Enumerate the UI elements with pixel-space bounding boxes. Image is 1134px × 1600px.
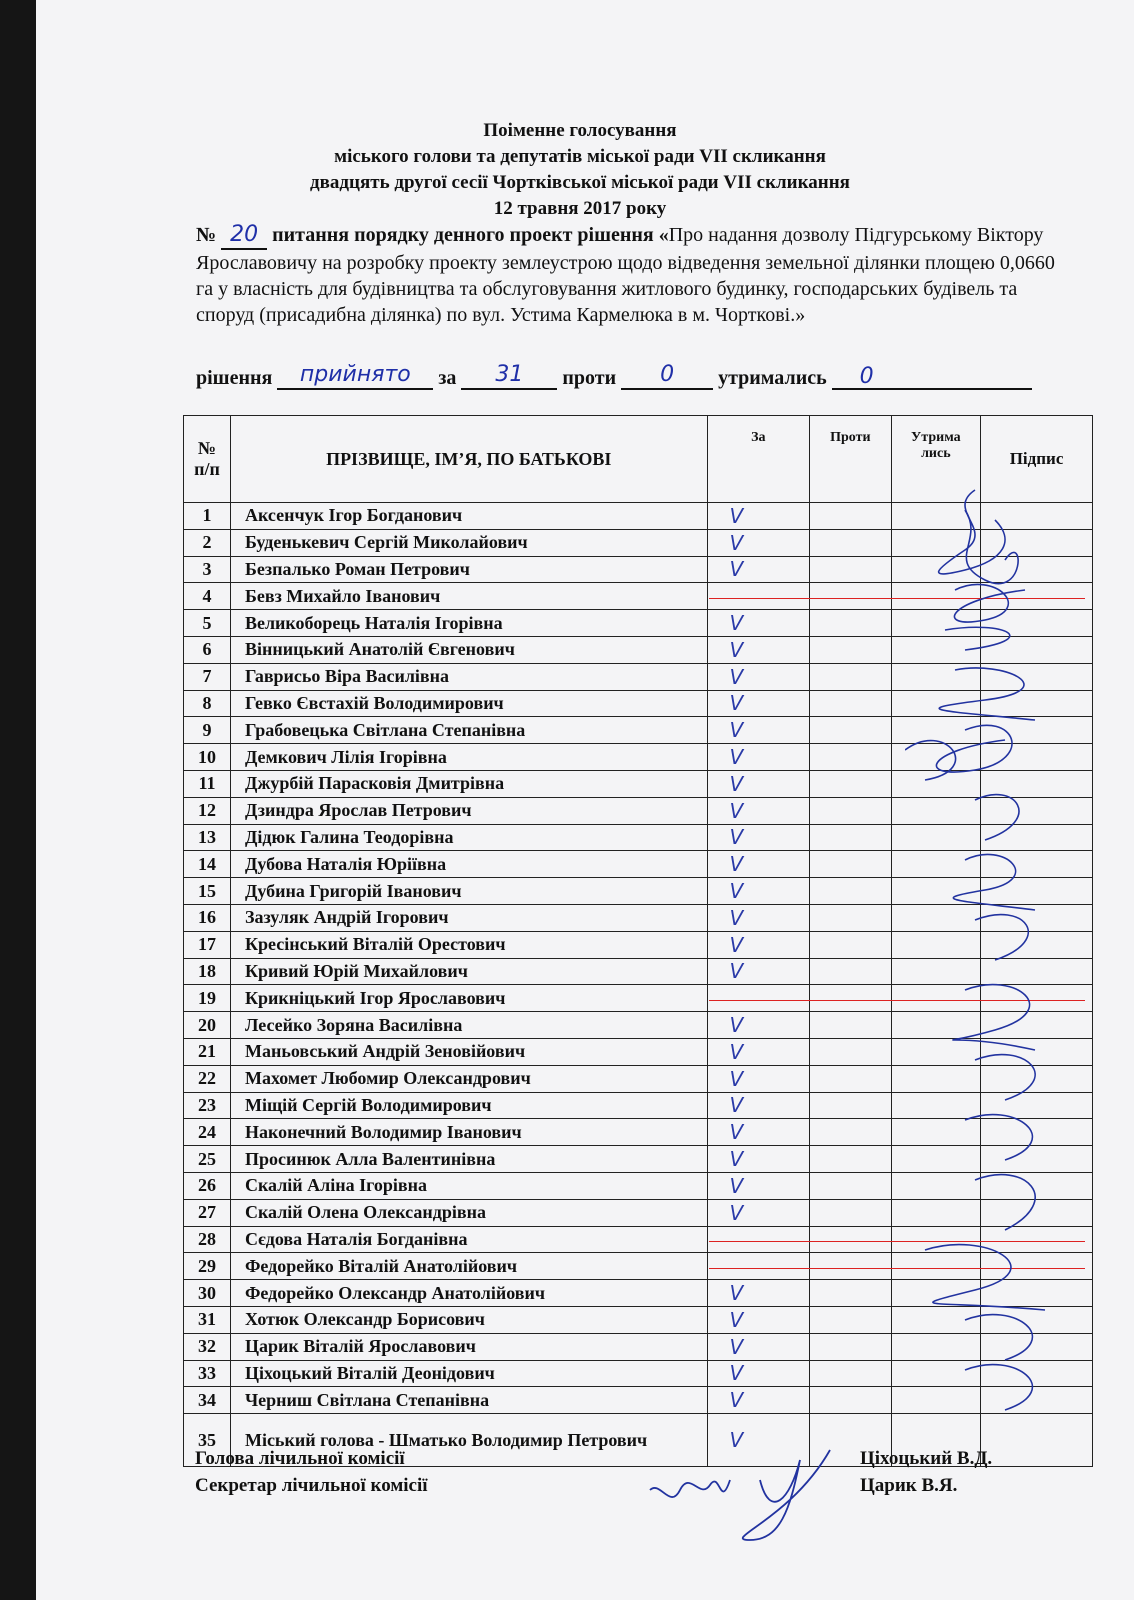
row-vote-against <box>810 1012 892 1039</box>
secretary-label: Секретар лічильної комісії <box>195 1475 428 1496</box>
row-number: 13 <box>184 824 231 851</box>
checkmark: V <box>729 745 744 770</box>
abstain-label: утримались <box>718 367 827 389</box>
row-number: 22 <box>184 1065 231 1092</box>
row-name: Федорейко Олександр Анатолійович <box>230 1280 707 1307</box>
row-vote-for <box>707 663 810 690</box>
checkmark: V <box>729 691 744 716</box>
checkmark: V <box>729 557 744 582</box>
checkmark: V <box>729 611 744 636</box>
row-name: Маньовський Андрій Зеновійович <box>230 1038 707 1065</box>
row-number: 31 <box>184 1306 231 1333</box>
row-number: 4 <box>184 583 231 610</box>
checkmark: V <box>729 1281 744 1305</box>
row-name: Міщій Сергій Володимирович <box>230 1092 707 1119</box>
agenda-number: 20 <box>221 222 267 250</box>
row-number: 12 <box>184 797 231 824</box>
for-value: 31 <box>461 362 557 390</box>
row-name: Царик Віталій Ярославович <box>230 1333 707 1360</box>
row-number: 2 <box>184 529 231 556</box>
row-number: 32 <box>184 1333 231 1360</box>
row-number: 6 <box>184 636 231 663</box>
row-vote-for <box>707 503 810 530</box>
row-number: 14 <box>184 851 231 878</box>
decision-value: прийнято <box>277 362 433 390</box>
row-vote-against <box>810 690 892 717</box>
row-vote-against <box>810 583 892 610</box>
col-abstain-header: Утрима лись <box>891 416 981 503</box>
row-vote-against <box>810 1360 892 1387</box>
row-name: Наконечний Володимир Іванович <box>230 1119 707 1146</box>
row-vote-for <box>707 717 810 744</box>
row-vote-for <box>707 1360 810 1387</box>
row-number: 30 <box>184 1280 231 1307</box>
row-vote-against <box>810 529 892 556</box>
col-signature-header: Підпис <box>981 416 1093 503</box>
row-vote-for <box>707 556 810 583</box>
checkmark: V <box>729 1013 744 1038</box>
row-vote-for <box>707 1146 810 1173</box>
row-vote-against <box>810 770 892 797</box>
row-number: 8 <box>184 690 231 717</box>
row-name: Міський голова - Шматько Володимир Петрович <box>230 1414 707 1467</box>
row-number: 27 <box>184 1199 231 1226</box>
row-name: Дубина Григорій Іванович <box>230 878 707 905</box>
row-vote-for <box>707 1226 810 1253</box>
row-name: Великоборець Наталія Ігорівна <box>230 610 707 637</box>
row-vote-against <box>810 1092 892 1119</box>
row-vote-against <box>810 958 892 985</box>
row-name: Черниш Світлана Степанівна <box>230 1387 707 1414</box>
commission-signatures <box>640 1440 850 1550</box>
row-vote-against <box>810 797 892 824</box>
checkmark: V <box>729 932 744 957</box>
row-number: 23 <box>184 1092 231 1119</box>
row-vote-against <box>810 1306 892 1333</box>
checkmark: V <box>729 905 744 930</box>
checkmark: V <box>729 718 744 743</box>
abstain-value: 0 <box>832 364 1032 390</box>
row-vote-against <box>810 1226 892 1253</box>
row-name: Федорейко Віталій Анатолійович <box>230 1253 707 1280</box>
row-vote-for <box>707 1280 810 1307</box>
checkmark: V <box>729 1361 744 1386</box>
row-vote-for <box>707 797 810 824</box>
col-number-header: № п/п <box>184 416 231 503</box>
row-vote-for <box>707 770 810 797</box>
row-name: Кривий Юрій Михайлович <box>230 958 707 985</box>
row-vote-against <box>810 717 892 744</box>
row-name: Кресінський Віталій Орестович <box>230 931 707 958</box>
row-name: Скалій Олена Олександрівна <box>230 1199 707 1226</box>
row-name: Дубова Наталія Юріївна <box>230 851 707 878</box>
row-number: 15 <box>184 878 231 905</box>
row-vote-for <box>707 1012 810 1039</box>
row-signature <box>981 1414 1093 1467</box>
row-name: Скалій Аліна Ігорівна <box>230 1172 707 1199</box>
checkmark: V <box>729 825 744 850</box>
row-vote-for <box>707 985 810 1012</box>
against-value: 0 <box>621 362 713 390</box>
agenda-label: питання порядку денного проект рішення « <box>272 224 669 246</box>
row-number: 24 <box>184 1119 231 1146</box>
checkmark: V <box>729 1120 744 1145</box>
row-number: 1 <box>184 503 231 530</box>
row-vote-against <box>810 610 892 637</box>
checkmark: V <box>729 1307 744 1332</box>
row-name: Гевко Євстахій Володимирович <box>230 690 707 717</box>
doc-subtitle-1: міського голови та депутатів міської ради VII скликання <box>334 146 826 167</box>
row-vote-against <box>810 1119 892 1146</box>
row-vote-for <box>707 904 810 931</box>
row-name: Сєдова Наталія Богданівна <box>230 1226 707 1253</box>
vote-result <box>196 362 1076 390</box>
row-vote-for <box>707 1038 810 1065</box>
row-number: 33 <box>184 1360 231 1387</box>
row-name: Гаврисьо Віра Василівна <box>230 663 707 690</box>
row-number: 35 <box>184 1414 231 1467</box>
signatures-column <box>905 470 1110 1420</box>
row-name: Ціхоцький Віталій Деонідович <box>230 1360 707 1387</box>
row-vote-against <box>810 556 892 583</box>
row-vote-for <box>707 824 810 851</box>
against-label: проти <box>562 367 617 389</box>
row-name: Джурбій Парасковія Дмитрівна <box>230 770 707 797</box>
row-vote-against <box>810 824 892 851</box>
checkmark: V <box>729 1147 744 1172</box>
row-number: 29 <box>184 1253 231 1280</box>
row-name: Лесейко Зоряна Василівна <box>230 1012 707 1039</box>
chair-name: Ціхоцький В.Д. <box>860 1448 993 1469</box>
row-name: Просинюк Алла Валентинівна <box>230 1146 707 1173</box>
row-vote-against <box>810 1065 892 1092</box>
row-name: Дзиндра Ярослав Петрович <box>230 797 707 824</box>
row-name: Безпалько Роман Петрович <box>230 556 707 583</box>
number-sign: № <box>196 224 217 246</box>
row-vote-for <box>707 878 810 905</box>
row-number: 28 <box>184 1226 231 1253</box>
doc-date: 12 травня 2017 року <box>493 198 667 219</box>
row-vote-against <box>810 1387 892 1414</box>
row-vote-against <box>810 851 892 878</box>
agenda-text: Про надання дозволу Підгурському Віктору Ярославовичу на розробку проекту землеустрою щодо відведення земельної ділянки площею 0,0660 га у власність для будівництва та обслуговування житлового будинку, господарських будівель та споруд (присадибна ділянка) по вул. Устима Кармелюка в м. Чорткові.» <box>196 224 1055 326</box>
row-number: 9 <box>184 717 231 744</box>
row-vote-against <box>810 663 892 690</box>
checkmark: V <box>729 1388 744 1413</box>
row-number: 19 <box>184 985 231 1012</box>
row-name: Бевз Михайло Іванович <box>230 583 707 610</box>
checkmark: V <box>729 664 744 689</box>
row-name: Демкович Лілія Ігорівна <box>230 744 707 771</box>
row-name: Зазуляк Андрій Ігорович <box>230 904 707 931</box>
row-number: 11 <box>184 770 231 797</box>
checkmark: V <box>729 798 744 823</box>
row-vote-for <box>707 529 810 556</box>
row-number: 21 <box>184 1038 231 1065</box>
row-number: 3 <box>184 556 231 583</box>
row-name: Грабовецька Світлана Степанівна <box>230 717 707 744</box>
row-number: 5 <box>184 610 231 637</box>
row-number: 20 <box>184 1012 231 1039</box>
row-vote-for <box>707 1092 810 1119</box>
row-vote-for <box>707 690 810 717</box>
col-for-header: За <box>707 416 810 503</box>
doc-title: Поіменне голосування <box>483 120 677 141</box>
col-against-header: Проти <box>810 416 892 503</box>
row-vote-against <box>810 904 892 931</box>
row-vote-against <box>810 878 892 905</box>
doc-subtitle-2: двадцять другої сесії Чортківської міської ради VII скликання <box>310 172 850 193</box>
agenda-item <box>196 222 1076 328</box>
row-vote-against <box>810 503 892 530</box>
col-name-header: ПРІЗВИЩЕ, ІМ’Я, ПО БАТЬКОВІ <box>230 416 707 503</box>
checkmark: V <box>729 959 744 984</box>
row-number: 16 <box>184 904 231 931</box>
row-vote-against <box>810 1199 892 1226</box>
row-number: 7 <box>184 663 231 690</box>
row-vote-for <box>707 636 810 663</box>
row-vote-for <box>707 744 810 771</box>
row-name: Буденькевич Сергій Миколайович <box>230 529 707 556</box>
row-vote-for <box>707 958 810 985</box>
row-name: Хотюк Олександр Борисович <box>230 1306 707 1333</box>
decision-label: рішення <box>196 367 273 389</box>
row-number: 34 <box>184 1387 231 1414</box>
row-number: 10 <box>184 744 231 771</box>
checkmark: V <box>729 1334 744 1359</box>
row-vote-against <box>810 931 892 958</box>
checkmark: V <box>729 771 744 796</box>
checkmark: V <box>729 879 744 904</box>
row-number: 25 <box>184 1146 231 1173</box>
row-vote-for <box>707 1333 810 1360</box>
row-vote-against <box>810 744 892 771</box>
row-vote-for <box>707 583 810 610</box>
row-vote-for <box>707 1119 810 1146</box>
row-vote-against <box>810 1280 892 1307</box>
row-vote-for <box>707 1172 810 1199</box>
row-vote-against <box>810 1253 892 1280</box>
chair-label: Голова лічильної комісії <box>195 1448 405 1469</box>
row-vote-for <box>707 1253 810 1280</box>
checkmark: V <box>729 1428 744 1453</box>
for-label: за <box>438 367 457 389</box>
row-vote-against <box>810 1172 892 1199</box>
row-number: 26 <box>184 1172 231 1199</box>
row-name: Аксенчук Ігор Богданович <box>230 503 707 530</box>
row-name: Дідюк Галина Теодорівна <box>230 824 707 851</box>
row-vote-for <box>707 1065 810 1092</box>
row-name: Махомет Любомир Олександрович <box>230 1065 707 1092</box>
checkmark: V <box>729 1173 744 1198</box>
checkmark: V <box>729 852 744 877</box>
row-vote-against <box>810 636 892 663</box>
row-name: Крикніцький Ігор Ярославович <box>230 985 707 1012</box>
row-vote-for <box>707 851 810 878</box>
row-number: 18 <box>184 958 231 985</box>
checkmark: V <box>729 1039 744 1064</box>
checkmark: V <box>729 1066 744 1091</box>
checkmark: V <box>729 1093 744 1118</box>
row-name: Вінницький Анатолій Євгенович <box>230 636 707 663</box>
checkmark: V <box>729 1200 744 1225</box>
row-vote-against <box>810 1333 892 1360</box>
row-number: 17 <box>184 931 231 958</box>
row-vote-against <box>810 1146 892 1173</box>
checkmark: V <box>729 530 744 555</box>
row-vote-for <box>707 931 810 958</box>
secretary-name: Царик В.Я. <box>860 1475 958 1496</box>
row-vote-for <box>707 1387 810 1414</box>
row-vote-for <box>707 1199 810 1226</box>
row-vote-for <box>707 610 810 637</box>
row-vote-against <box>810 1038 892 1065</box>
checkmark: V <box>729 503 744 528</box>
checkmark: V <box>729 637 744 662</box>
row-vote-for <box>707 1306 810 1333</box>
row-vote-against <box>810 985 892 1012</box>
